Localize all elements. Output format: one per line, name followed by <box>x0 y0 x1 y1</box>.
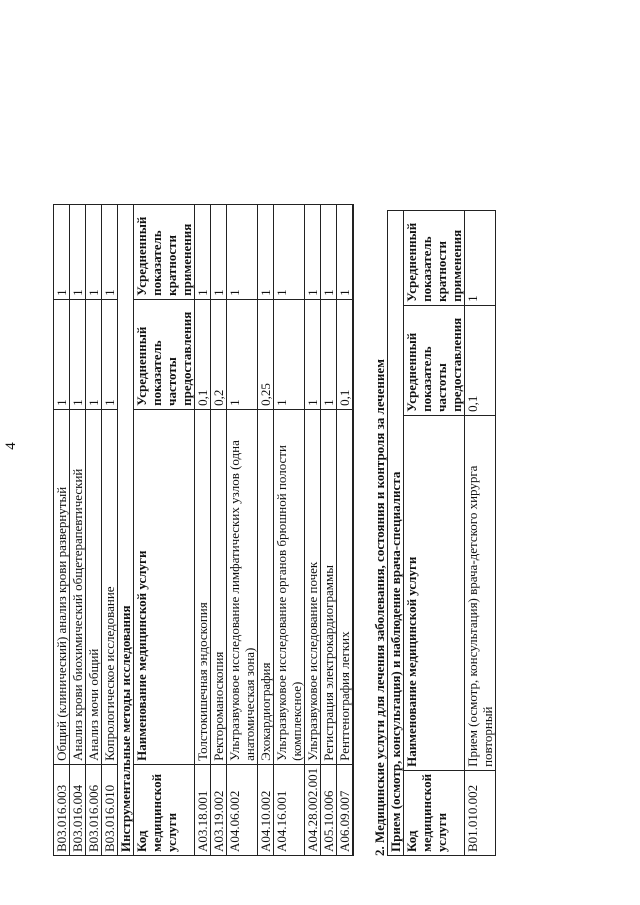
table-row <box>258 204 274 855</box>
table-row <box>86 204 102 855</box>
header-frequency: Усредненный показатель частоты предоставления <box>134 299 195 409</box>
multiplicity-cell: 1 <box>195 204 211 299</box>
frequency-cell: 1 <box>54 299 70 409</box>
code-cell: B03.016.010 <box>102 764 118 855</box>
header-service-name: Наименование медицинской услуги <box>404 415 465 770</box>
table-row <box>305 204 321 855</box>
multiplicity-cell: 1 <box>211 204 227 299</box>
header-row <box>134 204 195 855</box>
service-name-cell: Рентгенография легких <box>337 409 353 764</box>
code-cell: A04.16.001 <box>274 764 305 855</box>
service-name-cell: Ректороманоскопия <box>211 409 227 764</box>
header-row <box>404 210 465 855</box>
header-code: Код медицинской услуги <box>134 764 195 855</box>
code-cell: A06.09.007 <box>337 764 353 855</box>
service-name-cell: Регистрация электрокардиограммы <box>321 409 337 764</box>
code-cell <box>353 764 354 855</box>
instrumental-section-title: Инструментальные методы исследования <box>118 204 134 855</box>
service-name-cell: Анализ мочи общий <box>86 409 102 764</box>
header-frequency: Усредненный показатель частоты предоставления <box>404 305 465 415</box>
table-row <box>337 204 353 855</box>
multiplicity-cell: 1 <box>305 204 321 299</box>
service-name-cell: Эхокардиография <box>258 409 274 764</box>
multiplicity-cell: 1 <box>86 204 102 299</box>
header-multiplicity: Усредненный показатель кратности применения <box>404 210 465 305</box>
table-row <box>353 204 354 855</box>
table-row <box>70 204 86 855</box>
section-row <box>118 204 134 855</box>
multiplicity-cell: 1 <box>70 204 86 299</box>
section-row <box>388 210 404 855</box>
frequency-cell: 0,1 <box>465 305 496 415</box>
frequency-cell: 1 <box>70 299 86 409</box>
multiplicity-cell: 1 <box>321 204 337 299</box>
multiplicity-cell: 1 <box>54 204 70 299</box>
multiplicity-cell: 1 <box>274 204 305 299</box>
table-row <box>211 204 227 855</box>
code-cell: A03.19.002 <box>211 764 227 855</box>
service-name-cell: Ультразвуковое исследование лимфатических узлов (одна анатомическая зона) <box>227 409 258 764</box>
table-row <box>195 204 211 855</box>
table-row <box>227 204 258 855</box>
table-row <box>54 204 70 855</box>
lab-table <box>53 204 354 856</box>
header-code: Код медицинской услуги <box>404 770 465 855</box>
frequency-cell: 0,25 <box>258 299 274 409</box>
service-name-cell: Копрологическое исследование <box>102 409 118 764</box>
service-name-cell: Ультразвуковое исследование почек <box>305 409 321 764</box>
multiplicity-cell: 1 <box>227 204 258 299</box>
code-cell: A03.18.001 <box>195 764 211 855</box>
table-row <box>102 204 118 855</box>
code-cell: A04.28.002.001 <box>305 764 321 855</box>
frequency-cell: 1 <box>227 299 258 409</box>
multiplicity-cell: 1 <box>102 204 118 299</box>
code-cell: B03.016.006 <box>86 764 102 855</box>
multiplicity-cell: 1 <box>337 204 353 299</box>
frequency-cell: 1 <box>86 299 102 409</box>
service-name-cell: Анализ крови биохимический общетерапевтический <box>70 409 86 764</box>
page-number: 4 <box>3 442 19 450</box>
consultation-table <box>387 210 496 856</box>
frequency-cell: 0,1 <box>195 299 211 409</box>
frequency-cell: 1 <box>321 299 337 409</box>
code-cell: A04.10.002 <box>258 764 274 855</box>
frequency-cell: 0,2 <box>211 299 227 409</box>
service-name-cell <box>353 409 354 764</box>
code-cell: B01.010.002 <box>465 770 496 855</box>
rotated-page-content <box>3 36 553 856</box>
multiplicity-cell <box>353 204 354 299</box>
table-row <box>274 204 305 855</box>
frequency-cell: 1 <box>102 299 118 409</box>
service-name-cell: Прием (осмотр, консультация) врача-детского хирурга повторный <box>465 415 496 770</box>
code-cell: B03.016.003 <box>54 764 70 855</box>
frequency-cell <box>353 299 354 409</box>
header-multiplicity: Усредненный показатель кратности применения <box>134 204 195 299</box>
code-cell: A05.10.006 <box>321 764 337 855</box>
frequency-cell: 1 <box>274 299 305 409</box>
section-2-title: 2. Медицинские услуги для лечения заболевания, состояния и контроля за лечением <box>372 358 387 856</box>
code-cell: B03.016.004 <box>70 764 86 855</box>
multiplicity-cell: 1 <box>258 204 274 299</box>
table-row <box>465 210 496 855</box>
multiplicity-cell: 1 <box>465 210 496 305</box>
consultation-subsection-title: Прием (осмотр, консультация) и наблюдение врача-специалиста <box>388 210 404 855</box>
header-service-name: Наименование медицинской услуги <box>134 409 195 764</box>
table-row <box>321 204 337 855</box>
frequency-cell: 1 <box>305 299 321 409</box>
frequency-cell: 0,1 <box>337 299 353 409</box>
code-cell: A04.06.002 <box>227 764 258 855</box>
service-name-cell: Толстокишечная эндоскопия <box>195 409 211 764</box>
service-name-cell: Ультразвуковое исследование органов брюшной полости (комплексное) <box>274 409 305 764</box>
service-name-cell: Общий (клинический) анализ крови развернутый <box>54 409 70 764</box>
